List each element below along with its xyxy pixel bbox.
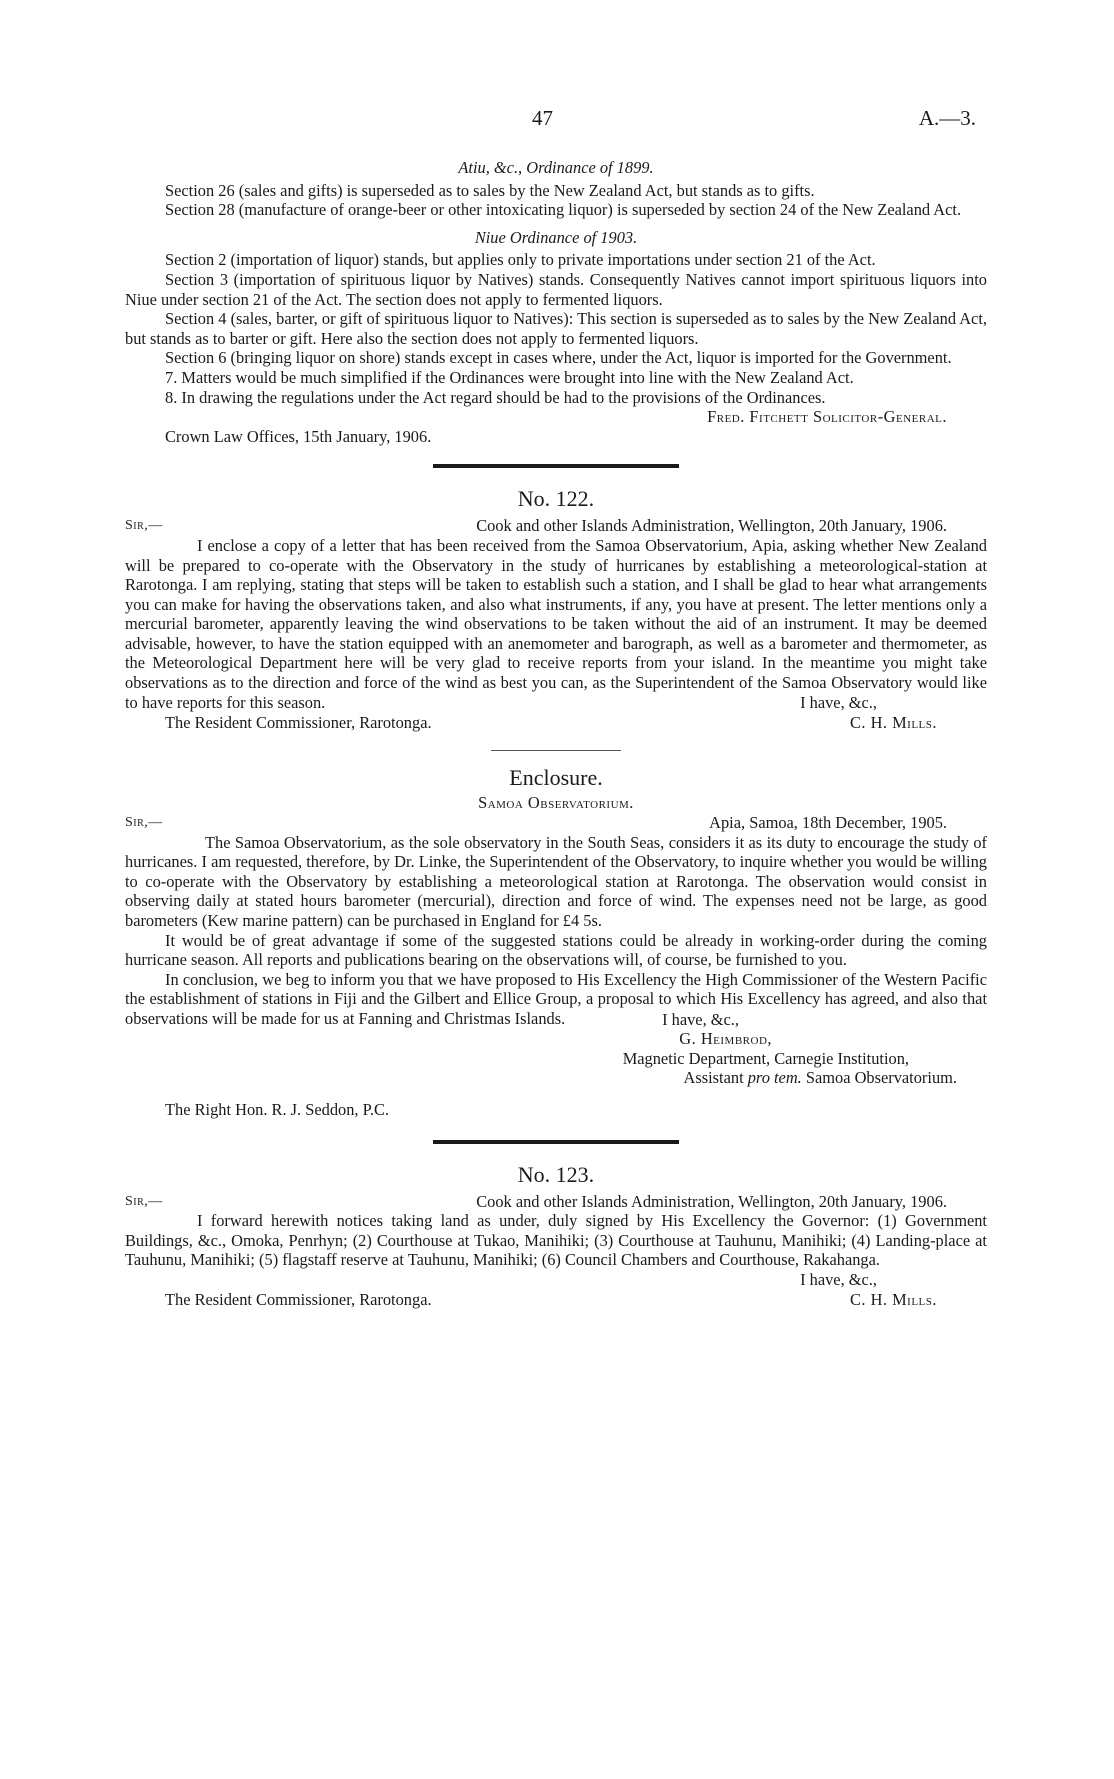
document-code: A.—3. <box>918 106 976 130</box>
paragraph-7: 7. Matters would be much simplified if the Ordinances were brought into line with the New Zealand Act. <box>165 367 854 387</box>
page-number: 47 <box>532 106 553 130</box>
enclosure-signature-department: Magnetic Department, Carnegie Institution, <box>622 1048 909 1068</box>
enclosure-sender: Samoa Observatorium. <box>478 793 634 813</box>
letter-123-dateline: Cook and other Islands Administration, Wellington, 20th January, 1906. <box>476 1191 947 1211</box>
enclosure-divider <box>491 750 621 751</box>
letter-123-body: I forward herewith notices taking land as under, duly signed by His Excellency the Governor: (1) Government Buildings, &c., Omoka, Penrhyn; (2) Courthouse at Tukao, Manihiki; (3) Courthouse at Tauhunu, Manihiki; (4) Landing-place at Tauhunu, Manihiki; (5) flagstaff reserve at Tauhunu, Manihiki; (6) Council Chambers and Courthouse, Rakahanga. <box>125 1211 987 1270</box>
enclosure-signature-title <box>684 1068 957 1088</box>
niue-ordinance-title: Niue Ordinance of 1903. <box>474 227 638 247</box>
solicitor-signature: Fred. Fitchett Solicitor-General. <box>707 407 947 427</box>
letter-122-dateline-row <box>125 516 987 536</box>
letter-123-heading: No. 123. <box>517 1161 595 1187</box>
letter-123-salutation: Sir,— <box>125 1193 163 1209</box>
section-divider-2 <box>433 1140 679 1144</box>
letter-123-addressee: The Resident Commissioner, Rarotonga. <box>165 1289 432 1309</box>
enclosure-dateline: Apia, Samoa, 18th December, 1905. <box>709 813 947 833</box>
enclosure-sig-line3-row <box>125 1068 987 1088</box>
letter-122-body: I enclose a copy of a letter that has been received from the Samoa Observatorium, Apia, asking whether New Zealand will be prepared to co-operate with the Observatory in the study of hurricanes by establishing a meteorological-station at Rarotonga. I am replying, stating that steps will be taken to establish such a station, and I shall be glad to hear what arrangements you can make for having the observations taken, and also what instruments, if any, you have at present. The letter mentions only a mercurial barometer, apparently leaving the wind observations to be taken without the aid of an instrument. It may be deemed advisable, however, to have the station equipped with an anemometer and barograph, as well as a barometer and thermometer, as the Meteorological Department here will be very glad to receive reports from your island. In the meantime you might take observations as to the direction and force of the wind as best you can, as the Superintendent of the Samoa Observatory would like to have reports for this season. <box>125 535 987 712</box>
enclosure-title-italic: pro tem. <box>747 1068 802 1088</box>
enclosure-dateline-row <box>125 813 987 833</box>
niue-section-3: Section 3 (importation of spirituous liquor by Natives) stands. Consequently Natives cannot import spirituous liquors into Niue under section 21 of the Act. The section does not apply to fermented liquors. <box>125 269 987 309</box>
niue-section-2: Section 2 (importation of liquor) stands, but applies only to private importations under section 21 of the Act. <box>165 250 876 270</box>
niue-section-4: Section 4 (sales, barter, or gift of spirituous liquor to Natives): This section is superseded as to sales by the New Zealand Act, but stands as to barter or gift. Here also the section does not apply to fermented liquors. <box>125 309 987 348</box>
enclosure-heading: Enclosure. <box>509 765 603 791</box>
letter-122-heading: No. 122. <box>517 486 595 512</box>
enclosure-title-suffix: Samoa Observatorium. <box>801 1068 957 1088</box>
enclosure-title-prefix: Assistant <box>683 1068 748 1088</box>
letter-122-dateline: Cook and other Islands Administration, Wellington, 20th January, 1906. <box>476 516 947 536</box>
enclosure-signature-name: G. Heimbrod, <box>679 1029 772 1049</box>
crown-law-place-date: Crown Law Offices, 15th January, 1906. <box>165 426 432 446</box>
niue-section-6: Section 6 (bringing liquor on shore) stands except in cases where, under the Act, liquor is imported for the Government. <box>165 348 952 368</box>
letter-122-closing: I have, &c., <box>800 693 877 713</box>
enclosure-salutation: Sir,— <box>125 815 163 831</box>
letter-123-dateline-row <box>125 1192 987 1212</box>
atiu-section-26: Section 26 (sales and gifts) is superseded as to sales by the New Zealand Act, but stands as to gifts. <box>165 180 815 200</box>
atiu-ordinance-section <box>125 158 987 1309</box>
letter-123-closing: I have, &c., <box>800 1269 877 1289</box>
atiu-ordinance-title: Atiu, &c., Ordinance of 1899. <box>458 158 654 177</box>
letter-122-addressee: The Resident Commissioner, Rarotonga. <box>165 712 432 732</box>
letter-122-footer-row <box>125 713 987 733</box>
enclosure-paragraph-3: In conclusion, we beg to inform you that we have proposed to His Excellency the High Commissioner of the Western Pacific the establishment of stations in Fiji and the Gilbert and Ellice Group, a proposal to which His Excellency has agreed, and also that observations will be made for us at Fanning and Christmas Islands. <box>125 969 987 1028</box>
enclosure-paragraph-2: It would be of great advantage if some of the suggested stations could be already in working-order during the coming hurricane season. All reports and publications bearing on the observations will, of course, be furnished to you. <box>125 930 987 970</box>
enclosure-sig-name-row <box>125 1029 987 1049</box>
letter-123-closing-row <box>125 1270 987 1290</box>
letter-123-footer-row <box>125 1290 987 1310</box>
solicitor-signature-row <box>125 407 987 427</box>
enclosure-paragraph-1: The Samoa Observatorium, as the sole observatory in the South Seas, considers it as its duty to encourage the study of hurricanes. I am requested, therefore, by Dr. Linke, the Superintendent of the Observatory, to inquire whether you would be willing to co-operate with the Observatory by establishing a meteorological station at Rarotonga. The observation would consist in observing daily at stated hours barometer (mercurial), direction and force of wind. The expenses need not be large, as good barometers (Kew marine pattern) can be purchased in England for £4 5s. <box>125 832 987 930</box>
enclosure-addressee: The Right Hon. R. J. Seddon, P.C. <box>165 1099 390 1119</box>
letter-122-signature: C. H. Mills. <box>849 712 937 732</box>
enclosure-closing: I have, &c., <box>662 1009 739 1029</box>
atiu-section-28: Section 28 (manufacture of orange-beer or other intoxicating liquor) is superseded by section 24 of the New Zealand Act. <box>165 200 962 220</box>
page-header <box>0 106 1114 137</box>
section-divider <box>433 464 679 468</box>
letter-122-salutation: Sir,— <box>125 518 163 534</box>
enclosure-sig-line2-row <box>125 1049 987 1069</box>
letter-123-signature: C. H. Mills. <box>849 1289 937 1309</box>
paragraph-8: 8. In drawing the regulations under the Act regard should be had to the provisions of the Ordinances. <box>165 387 826 407</box>
